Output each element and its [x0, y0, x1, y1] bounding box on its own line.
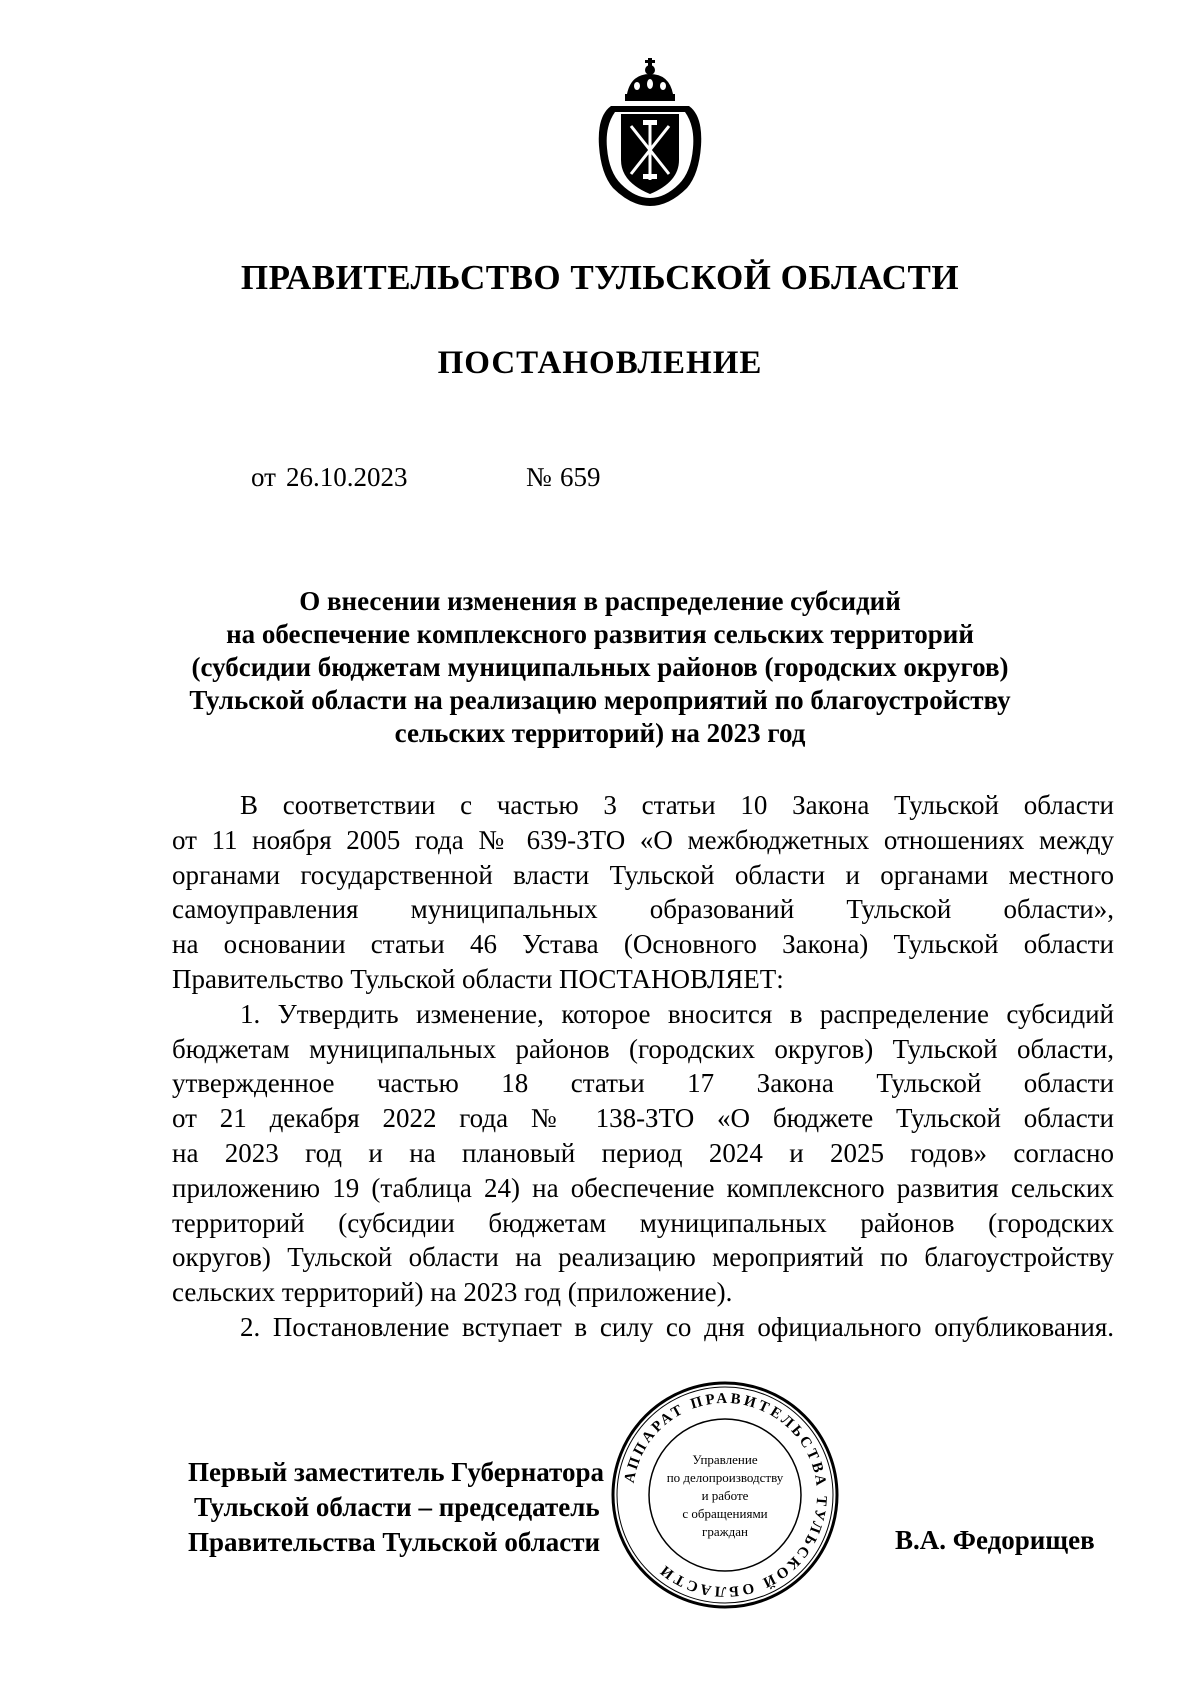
signatory-line: Тульской области – председатель [194, 1492, 600, 1522]
body-line: органами государственной власти Тульской области и органами местного [172, 859, 1114, 890]
body-line: от 11 ноября 2005 года № 639-ЗТО «О межбюджетных отношениях между [172, 824, 1114, 855]
body-line: на 2023 год и на плановый период 2024 и 2025 годов» согласно [172, 1137, 1114, 1168]
date-prefix: от [251, 462, 276, 492]
body-line: приложению 19 (таблица 24) на обеспечение комплексного развития сельских [172, 1172, 1114, 1203]
body-line: территорий (субсидии бюджетам муниципальных районов (городских [172, 1207, 1114, 1238]
document-number: 659 [560, 462, 601, 492]
signatory-position [188, 1455, 604, 1560]
body-line: самоуправления муниципальных образований Тульской области», [172, 894, 1114, 925]
document-title [150, 585, 1050, 750]
body-line: Правительство Тульской области ПОСТАНОВЛЯЕТ: [172, 963, 784, 994]
signatory-name: В.А. Федорищев [895, 1525, 1095, 1555]
document-body [172, 788, 1114, 1345]
title-line: Тульской области на реализацию мероприятий по благоустройству [189, 685, 1011, 715]
signatory-line: Первый заместитель Губернатора [188, 1457, 604, 1487]
title-line: О внесении изменения в распределение субсидий [299, 586, 901, 616]
body-line: сельских территорий) на 2023 год (приложение). [172, 1277, 733, 1308]
stamp-center-line: Управление [692, 1452, 758, 1467]
title-line: (субсидии бюджетам муниципальных районов (городских округов) [191, 652, 1009, 682]
body-line: бюджетам муниципальных районов (городских округов) Тульской области, [172, 1033, 1114, 1064]
document-type: ПОСТАНОВЛЕНИЕ [437, 345, 763, 381]
government-name: ПРАВИТЕЛЬСТВО ТУЛЬСКОЙ ОБЛАСТИ [240, 258, 960, 297]
body-line: от 21 декабря 2022 года № 138-ЗТО «О бюджете Тульской области [172, 1103, 1114, 1134]
stamp-center-line: и работе [701, 1488, 749, 1503]
stamp-center-line: с обращениями [682, 1506, 768, 1521]
body-line: В соответствии с частью 3 статьи 10 Закона Тульской области [240, 790, 1114, 820]
body-line: утвержденное частью 18 статьи 17 Закона Тульской области [172, 1068, 1114, 1099]
body-line: 2. Постановление вступает в силу со дня официального опубликования. [240, 1311, 1114, 1342]
title-line: на обеспечение комплексного развития сельских территорий [226, 619, 974, 649]
stamp-center-line: граждан [702, 1524, 748, 1539]
stamp-ring-text: АППАРАТ ПРАВИТЕЛЬСТВА ТУЛЬСКОЙ ОБЛАСТИ [621, 1390, 830, 1600]
body-line: округов) Тульской области на реализацию мероприятий по благоустройству [172, 1242, 1114, 1273]
number-prefix: № [526, 462, 552, 492]
title-line: сельских территорий) на 2023 год [394, 718, 806, 748]
body-line: 1. Утвердить изменение, которое вносится в распределение субсидий [240, 998, 1114, 1029]
document-date: 26.10.2023 [286, 462, 408, 492]
body-line: на основании статьи 46 Устава (Основного Закона) Тульской области [172, 929, 1114, 960]
stamp-center-line: по делопроизводству [666, 1470, 784, 1485]
seal-stamp-icon [608, 1378, 842, 1612]
signatory-line: Правительства Тульской области [188, 1527, 601, 1557]
coat-of-arms-icon [591, 56, 709, 208]
